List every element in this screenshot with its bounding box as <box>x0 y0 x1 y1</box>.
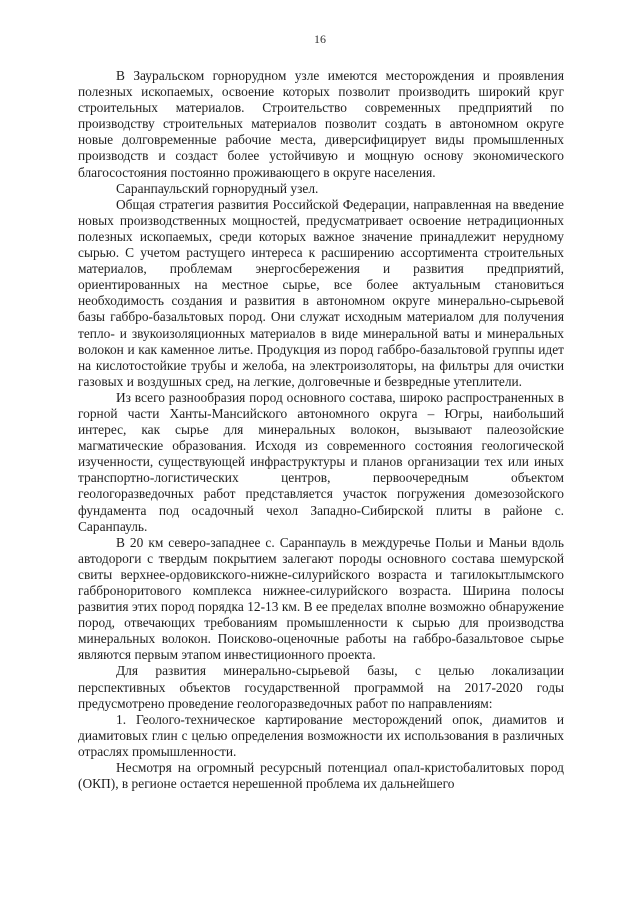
paragraph-northwest-deposits: В 20 км северо-западнее с. Саранпауль в междуречье Польи и Маньи вдоль автодороги с твердым покрытием залегают породы основного состава шемурской свиты верхнее-ордовикского-нижне-силурийского возраста и тагилокытлымского габброноритового комплекса нижнее-силурийского возраста. Ширина полосы развития этих пород порядка 12-13 км. В ее пределах вполне возможно обнаружение пород, отвечающих требованиям промышленности к сырью для производства минеральных волокон. Поисково-оценочные работы на габбро-базальтовое сырье являются первым этапом инвестиционного проекта. <box>78 534 564 663</box>
body-text <box>78 68 564 792</box>
paragraph-general-strategy: Общая стратегия развития Российской Федерации, направленная на введение новых производственных мощностей, предусматривает освоение нетрадиционных полезных ископаемых, среди которых важное значение принадлежит нерудному сырью. С учетом растущего интереса к расширению ассортимента строительных материалов, проблемам энергосбережения и развития предприятий, ориентированных на местное сырье, все более актуальным становиться необходимость создания и развития в автономном округе минерально-сырьевой базы габбро-базальтовых пород. Они служат исходным материалом для получения тепло- и звукоизоляционных материалов в виде минеральной ваты и минеральных волокон и как каменное литье. Продукция из пород габбро-базальтовой группы идет на кислотостойкие трубы и желоба, на электроизоляторы, на фильтры для очистки газовых и воздушных сред, на легкие, долговечные и безвредные утеплители. <box>78 196 564 389</box>
page-number: 16 <box>314 32 326 46</box>
paragraph-okp-potential: Несмотря на огромный ресурсный потенциал опал-кристобалитовых пород (ОКП), в регионе остается нерешенной проблема их дальнейшего <box>78 760 564 792</box>
paragraph-rock-diversity: Из всего разнообразия пород основного состава, широко распространенных в горной части Ханты-Мансийского автономного округа – Югры, наибольший интерес, как сырье для минеральных волокон, вызывают палеозойские магматические образования. Исходя из современного состояния геологической изученности, существующей инфраструктуры и планов организации тех или иных транспортно-логистических центров, первоочередным объектом геологоразведочных работ представляется участок погружения домезозойского фундамента под осадочный чехол Западно-Сибирской плиты в районе с. Саранпауль. <box>78 389 564 534</box>
paragraph-list-item-1: 1. Геолого-техническое картирование месторождений опок, диамитов и диамитовых глин с целью определения возможности их использования в различных отраслях промышленности. <box>78 711 564 759</box>
paragraph-saranpaul-node-heading: Саранпаульский горнорудный узел. <box>116 180 319 196</box>
paragraph-zauralsky-node: В Зауральском горнорудном узле имеются месторождения и проявления полезных ископаемых, освоение которых позволит производить широкий круг строительных материалов. Строительство современных предприятий по производству строительных материалов позволит создать в автономном округе новые долговременные рабочие места, диверсифицирует виды промышленных производств и создаст более устойчивую и мощную основу экономического благосостояния постоянно проживающего в округе населения. <box>78 68 564 180</box>
paragraph-state-program: Для развития минерально-сырьевой базы, с целью локализации перспективных объектов государственной программой на 2017-2020 годы предусмотрено проведение геологоразведочных работ по направлениям: <box>78 663 564 711</box>
